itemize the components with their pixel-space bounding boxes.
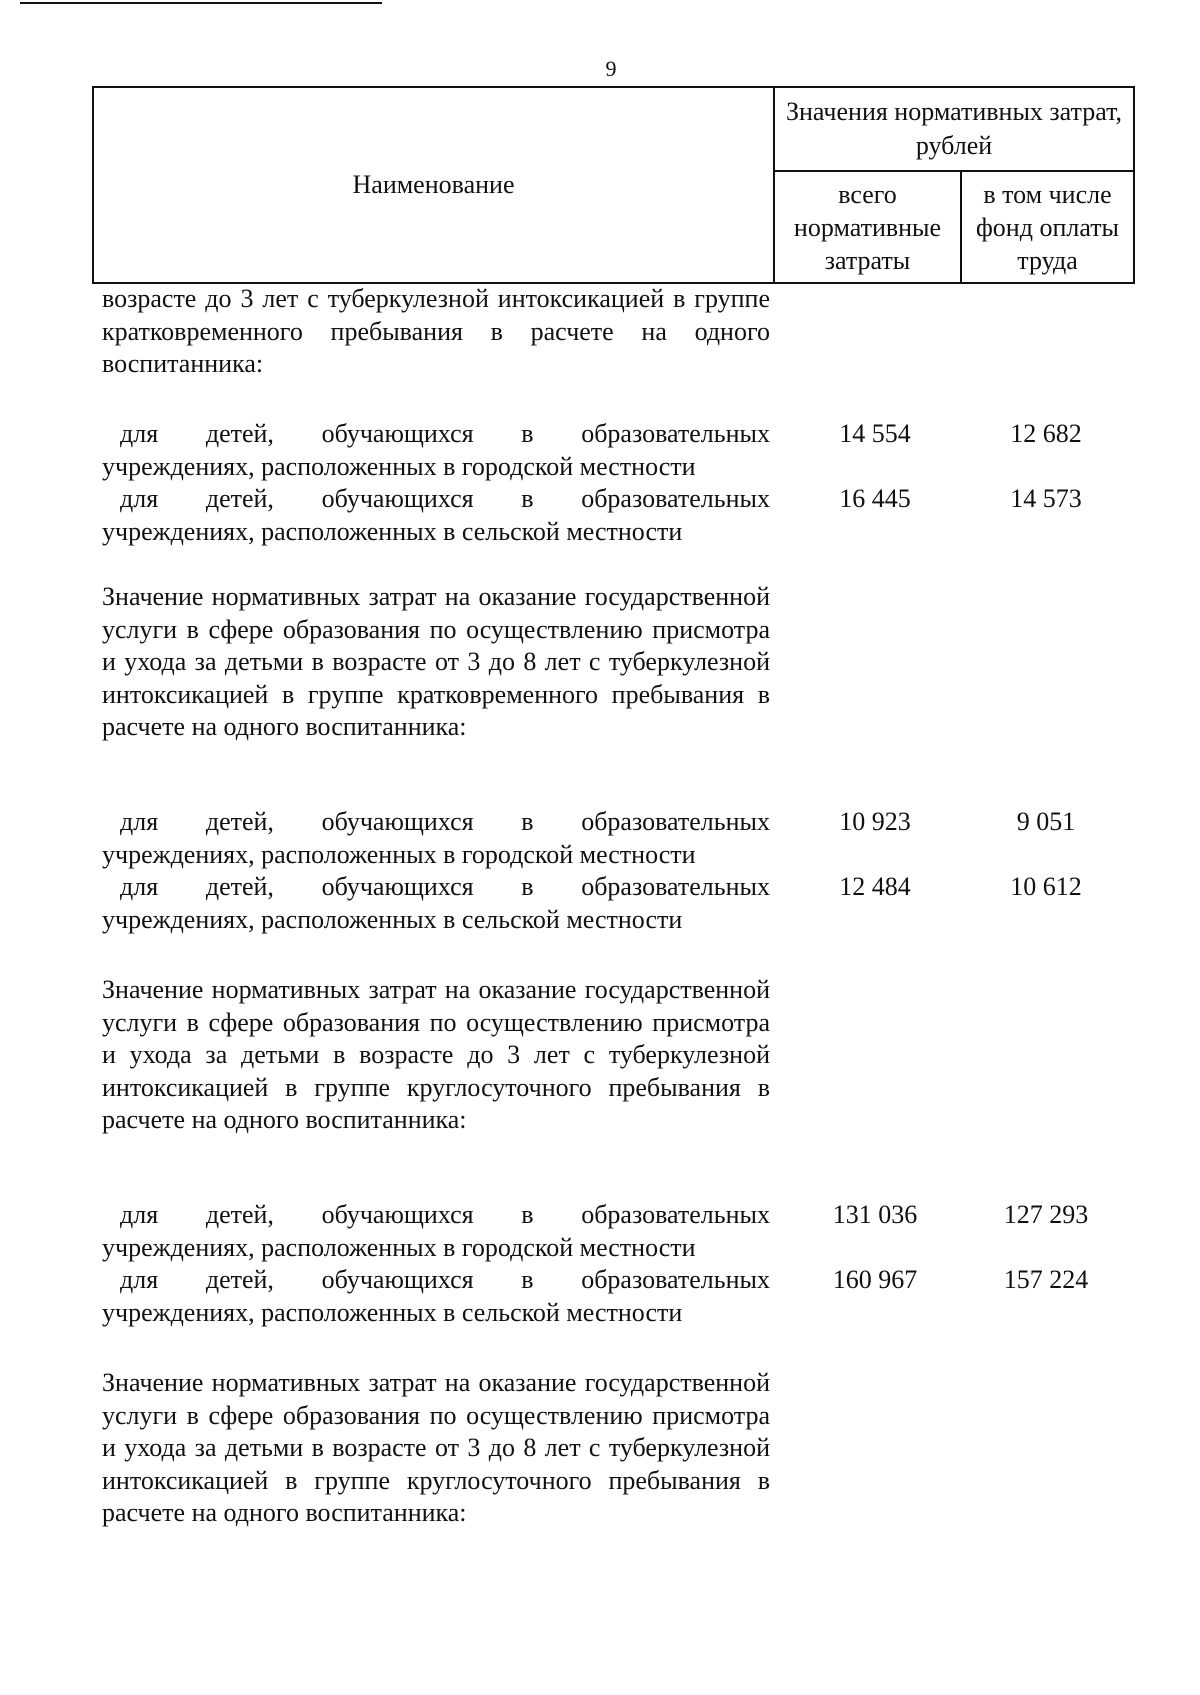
row-label-line: для детей, обучающихся в образовательных — [120, 1200, 770, 1229]
value-total: 16 445 — [839, 484, 911, 513]
row-rural — [102, 871, 770, 936]
row-rural — [102, 483, 770, 548]
value-wage: 14 573 — [1010, 484, 1082, 513]
row-label-line: учреждениях, расположенных в городской местности — [102, 451, 696, 481]
value-total: 131 036 — [832, 1200, 918, 1229]
row-urban — [102, 418, 770, 483]
value-wage: 12 682 — [1010, 419, 1082, 448]
row-urban — [102, 806, 770, 871]
row-label-line: учреждениях, расположенных в сельской местности — [102, 1297, 683, 1327]
header-name-column: Наименование — [94, 88, 775, 282]
row-urban — [102, 1199, 770, 1264]
table-header — [92, 86, 1135, 284]
row-label-line: для детей, обучающихся в образовательных — [120, 872, 770, 901]
section-heading: Значение нормативных затрат на оказание государственной услуги в сфере образования по осуществлению присмотра и ухода за детьми в возрасте от 3 до 8 лет с туберкулезной интоксикацией в группе кратковременного пребывания в расчете на одного воспитанника: — [102, 582, 770, 742]
row-label-line: учреждениях, расположенных в сельской местности — [102, 904, 683, 934]
row-label-line: для детей, обучающихся в образовательных — [120, 807, 770, 836]
value-wage: 9 051 — [1016, 807, 1076, 836]
row-label-line: для детей, обучающихся в образовательных — [120, 1265, 770, 1294]
header-total-column: всего нормативные затраты — [775, 172, 962, 282]
value-wage: 127 293 — [1003, 1200, 1089, 1229]
section-heading: возрасте до 3 лет с туберкулезной интоксикацией в группе кратковременного пребывания в расчете на одного воспитанника: — [102, 284, 770, 379]
row-label-line: для детей, обучающихся в образовательных — [120, 484, 770, 513]
header-values-group: Значения нормативных затрат, рублей — [775, 88, 1133, 172]
row-label-line: для детей, обучающихся в образовательных — [120, 419, 770, 448]
row-label-line: учреждениях, расположенных в городской местности — [102, 1232, 696, 1262]
row-rural — [102, 1264, 770, 1329]
row-label-line: учреждениях, расположенных в сельской местности — [102, 516, 683, 546]
value-total: 14 554 — [839, 419, 911, 448]
top-rule — [20, 2, 382, 4]
value-wage: 157 224 — [1003, 1265, 1089, 1294]
value-total: 10 923 — [839, 807, 911, 836]
header-wage-column: в том числе фонд оплаты труда — [975, 179, 1120, 275]
row-label-line: учреждениях, расположенных в городской местности — [102, 839, 696, 869]
page-number: 9 — [605, 56, 617, 81]
value-wage: 10 612 — [1010, 872, 1082, 901]
value-total: 12 484 — [839, 872, 911, 901]
section-heading: Значение нормативных затрат на оказание государственной услуги в сфере образования по осуществлению присмотра и ухода за детьми в возрасте от 3 до 8 лет с туберкулезной интоксикацией в группе круглосуточного пребывания в расчете на одного воспитанника: — [102, 1368, 770, 1528]
value-total: 160 967 — [832, 1265, 918, 1294]
section-heading: Значение нормативных затрат на оказание государственной услуги в сфере образования по осуществлению присмотра и ухода за детьми в возрасте до 3 лет с туберкулезной интоксикацией в группе круглосуточного пребывания в расчете на одного воспитанника: — [102, 975, 770, 1135]
